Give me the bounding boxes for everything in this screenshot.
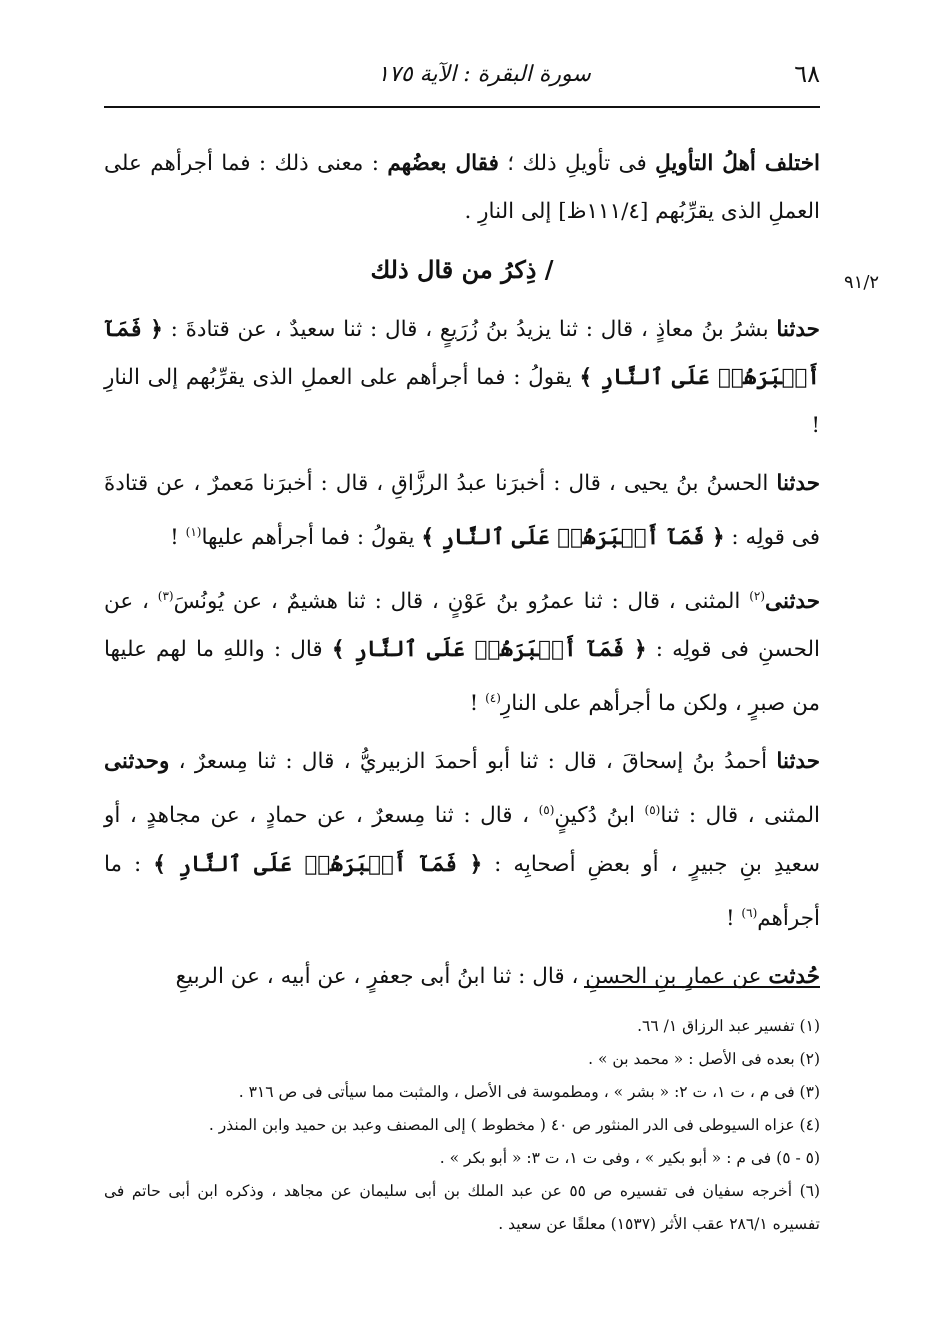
footnote-marker: (٦) [741, 905, 758, 920]
quran-verse: ﴿ فَمَآ أَصۡبَرَهُمۡ عَلَى ٱلنَّارِ ﴾ [153, 851, 483, 877]
running-title: سورة البقرة : الآية ١٧٥ [377, 62, 591, 87]
isnad-text: ، عن الحسنِ فى قولِه : [104, 589, 820, 663]
footnote: (١) تفسير عبد الرزاق ١/ ٦٦. [637, 1017, 820, 1035]
commentary-text: قال : واللهِ ما لهم عليها من صبرٍ ، ولكن ما أجرأهم على النارِ [104, 637, 820, 717]
footnote-rule [584, 986, 820, 988]
isnad-text: المثنى ، قال : ثنا [660, 803, 820, 829]
quran-verse: ﴿ فَمَآ أَصۡبَرَهُمۡ عَلَى ٱلنَّارِ ﴾ [104, 317, 820, 390]
page-number: ٦٨ [794, 60, 820, 88]
footnote-marker: (٣) [157, 589, 174, 604]
main-text [104, 140, 820, 1011]
footnote-marker: (٥) [644, 803, 661, 818]
intro-paragraph [104, 140, 820, 236]
hadith-paragraph [104, 738, 820, 942]
isnad-text: الحسنُ بنُ يحيى ، قال : أخبرَنا عبدُ الرزَّاقِ ، قال : أخبرَنا مَعمرٌ ، عن قتادةَ فى قولِه : [104, 471, 820, 551]
isnad-lead: حدثنا [776, 471, 820, 496]
footnote-marker: (٢) [749, 589, 766, 604]
intro-lead-2: فقال بعضُهم [387, 151, 499, 176]
end-mark: ! [725, 905, 735, 931]
isnad-lead-2: وحدثنى [104, 749, 170, 775]
end-mark: ! [170, 525, 179, 551]
isnad-lead: حدثنا [776, 317, 820, 342]
hadith-paragraph [104, 572, 820, 728]
section-heading: / ذِكرُ من قال ذلك [370, 255, 554, 284]
isnad-text: المثنى ، قال : ثنا عمرُو بنُ عَوْنٍ ، قال : ثنا هشيمٌ ، عن يُونُسَ [173, 589, 741, 615]
footnotes [104, 1010, 820, 1241]
footnote-marker: (٥) [538, 803, 555, 818]
isnad-lead: حدثنى [765, 589, 820, 615]
quran-verse: ﴿ فَمَآ أَصۡبَرَهُمۡ عَلَى ٱلنَّارِ ﴾ [331, 637, 647, 663]
commentary-text: يقولُ : فما أجرأهم على العملِ الذى يقرِّبُهم إلى النارِ ! [104, 365, 820, 438]
footnote: (٦) أخرجه سفيان فى تفسيره ص ٥٥ عن عبد الملك بن أبى سليمان عن مجاهد ، وذكره ابن أبى حاتم فى تفسيره ٢٨٦/١ عقب الأثر (١٥٣٧) معلقًا عن سعيد . [104, 1182, 821, 1233]
hadith-paragraph [104, 460, 820, 562]
header-rule [104, 106, 820, 108]
footnote-marker: (١) [185, 525, 202, 539]
isnad-text: أحمدُ بنُ إسحاقَ ، قال : ثنا أبو أحمدَ الزبيريُّ ، قال : ثنا مِسعرٌ ، [178, 749, 768, 775]
quran-verse: ﴿ فَمَآ أَصۡبَرَهُمۡ عَلَى ٱلنَّارِ ﴾ [421, 525, 725, 551]
intro-text-1: فى تأويلِ ذلك ؛ [507, 151, 647, 176]
hadith-paragraph [104, 953, 820, 1001]
footnote: (٥ - ٥) فى م : « أبو بكير » ، وفى ت ١، ت ٣: « أبو بكر » . [439, 1149, 820, 1167]
isnad-text: بشرُ بنُ معاذٍ ، قال : ثنا يزيدُ بنُ زُرَيعٍ ، قال : ثنا سعيدٌ ، عن قتادةَ : [170, 317, 769, 342]
running-header [104, 56, 820, 100]
footnote: (٤) عزاه السيوطى فى الدر المنثور ص ٤٠ ( مخطوط ) إلى المصنف وعبد بن حميد وابن المنذر . [208, 1116, 820, 1134]
isnad-lead: حُدثت [768, 963, 820, 989]
isnad-text: ، قال : ثنا مِسعرٌ ، عن حمادٍ ، عن مجاهدٍ ، أو سعيدِ بنِ جبيرٍ ، أو بعضِ أصحابِه : [104, 803, 821, 877]
isnad-lead: حدثنا [776, 749, 821, 775]
intro-text-2: : معنى ذلك : فما أجرأهم على العملِ الذى يقرِّبُهم [١١١/٤ظ] إلى النارِ . [104, 151, 820, 224]
margin-reference: ٩١/٢ [844, 272, 880, 293]
footnote-marker: (٤) [485, 691, 501, 706]
footnote: (٢) بعده فى الأصل : « محمد بن » . [588, 1050, 820, 1068]
isnad-text: عن عمارِ بنِ الحسنِ ، قال : ثنا ابنُ أبى جعفرٍ ، عن أبيه ، عن الربيعِ [175, 963, 762, 989]
commentary-text: يقولُ : فما أجرأهم عليها [201, 525, 415, 551]
footnote: (٣) فى م ، ت ١، ت ٢: « بشر » ، ومطموسة فى الأصل ، والمثبت مما سيأتى فى ص ٣١٦ . [238, 1083, 820, 1101]
commentary-text: : ما أجرأهم [104, 851, 820, 931]
end-mark: ! [469, 691, 479, 717]
isnad-text: ابنُ دُكينٍ [554, 803, 635, 829]
hadith-paragraph [104, 306, 820, 450]
intro-lead: اختلف أهلُ التأويلِ [655, 151, 821, 176]
